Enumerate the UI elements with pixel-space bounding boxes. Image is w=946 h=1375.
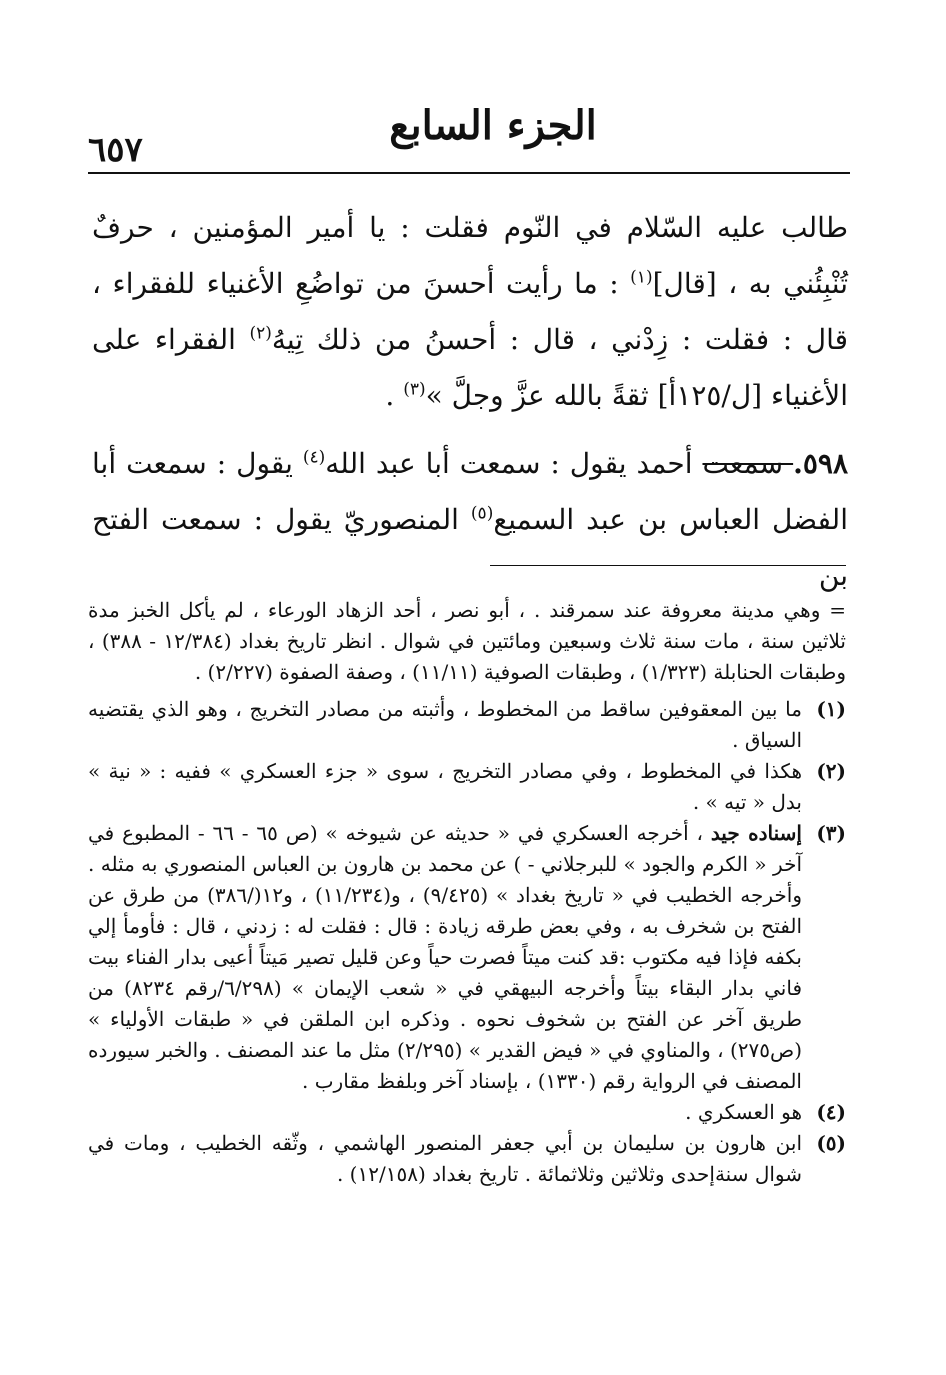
footnote-1	[88, 694, 846, 756]
narration-number: ٥٩٨.	[793, 447, 848, 480]
footnote-marker-2: (٢)	[249, 323, 272, 344]
main-text	[92, 200, 848, 604]
footnote-2	[88, 756, 846, 818]
footnote-marker-4: (٤)	[302, 447, 326, 468]
footnote-text: ما بين المعقوفين ساقط من المخطوط ، وأثبته من مصادر التخريج ، وهو الذي يقتضيه السياق .	[88, 697, 802, 752]
footnote-number: (٤)	[816, 1100, 846, 1124]
footnote-number: (٣)	[816, 821, 846, 845]
paragraph-continuation	[92, 200, 848, 424]
footnote-continuation: = وهي مدينة معروفة عند سمرقند . ، أبو نصر ، أحد الزهاد الورعاء ، لم يأكل الخبز مدة ثلاثين سنة ، مات سنة ثلاث وسبعين ومائتين في شوال . انظر تاريخ بغداد (١٢/٣٨٤ - ٣٨٨) ، وطبقات الحنابلة (١/٣٢٣) ، وطبقات الصوفية (١١/١١) ، وصفة الصفوة (٢/٢٢٧) .	[88, 598, 846, 684]
text-run: .	[385, 379, 404, 412]
footnote-separator	[490, 565, 846, 566]
footnote-marker-3: (٣)	[403, 379, 426, 400]
page-header	[88, 100, 850, 170]
header-rule	[88, 172, 850, 174]
footnote-4	[88, 1097, 846, 1128]
footnote-number: (٢)	[816, 759, 846, 783]
paragraph-598	[92, 436, 848, 604]
text-run: المنصوريّ يقول : سمعت الفتح بن	[92, 503, 848, 592]
footnote-5	[88, 1128, 846, 1190]
grading-text: إسناده جيد	[710, 821, 802, 845]
page-number: ٦٥٧	[88, 130, 143, 170]
footnote-text: هو العسكري .	[685, 1100, 802, 1124]
text-run: أحمد يقول : سمعت أبا عبد الله	[325, 447, 703, 480]
footnote-number: (١)	[816, 697, 846, 721]
footnotes	[88, 595, 846, 1190]
struck-text: سمعت	[702, 447, 794, 480]
text-run: يقول : سمعت أبا الفضل العباس بن عبد السميع	[92, 447, 848, 536]
footnote-marker-5: (٥)	[470, 503, 494, 524]
text-run: : ما رأيت أحسنَ من تواضُعِ الأغنياء للفقراء ، قال : فقلت : زِدْني ، قال : أحسنُ من ذلك تِيهُ	[92, 267, 848, 356]
chapter-title: الجزء السابع	[389, 102, 597, 149]
footnote-body	[88, 818, 802, 1097]
text-run: طالب عليه السّلام في النّوم فقلت : يا أمير المؤمنين ، حرفٌ تُنْبِئُني به ، [قال]	[92, 211, 849, 300]
footnote-marker-1: (١)	[630, 267, 653, 288]
footnote-text: ابن هارون بن سليمان بن أبي جعفر المنصور الهاشمي ، وثّقه الخطيب ، ومات في شوال سنةإحدى وثلاثين وثلاثمائة . تاريخ بغداد (١٢/١٥٨) .	[88, 1131, 802, 1186]
footnote-3	[88, 818, 846, 1097]
text-run: الفقراء على الأغنياء [ل/١٢٥أ] ثقةً بالله عزَّ وجلَّ »	[92, 323, 848, 412]
footnote-text: ، أخرجه العسكري في « حديثه عن شيوخه » (ص ٦٥ - ٦٦ - المطبوع في آخر « الكرم والجود » للبرجلاني - ) عن محمد بن هارون بن العباس المنصوري به مثله . وأخرجه الخطيب في « تاريخ بغداد » (٩/٤٢٥) ، و(١١/٢٣٤) ، و١٢(/٣٨٦) من طرق عن الفتح بن شخرف به ، وفي بعض طرقه زيادة : قال : فقلت له : زدني ، قال : فأومأ إلي بكفه فإذا فيه مكتوب :قد كنت ميتاً فصرت حياً وعن قليل تصير مَيتاً أعيى بدار الفناء بيت فاني بدار البقاء بيتاً وأخرجه البيهقي في « شعب الإيمان » (٦/٢٩٨/رقم ٨٢٣٤) من طريق آخر عن الفتح بن شخوف نحوه . وذكره ابن الملقن في « طبقات الأولياء » (ص٢٧٥) ، والمناوي في « فيض القدير » (٢/٢٩٥) مثل ما عند المصنف . والخبر سيورده المصنف في الرواية رقم (١٣٣٠) ، بإسناد آخر وبلفظ مقارب .	[88, 821, 803, 1093]
footnote-text: هكذا في المخطوط ، وفي مصادر التخريج ، سوى « جزء العسكري » ففيه : « نية » بدل « تيه » .	[88, 759, 802, 814]
footnote-number: (٥)	[816, 1131, 846, 1155]
